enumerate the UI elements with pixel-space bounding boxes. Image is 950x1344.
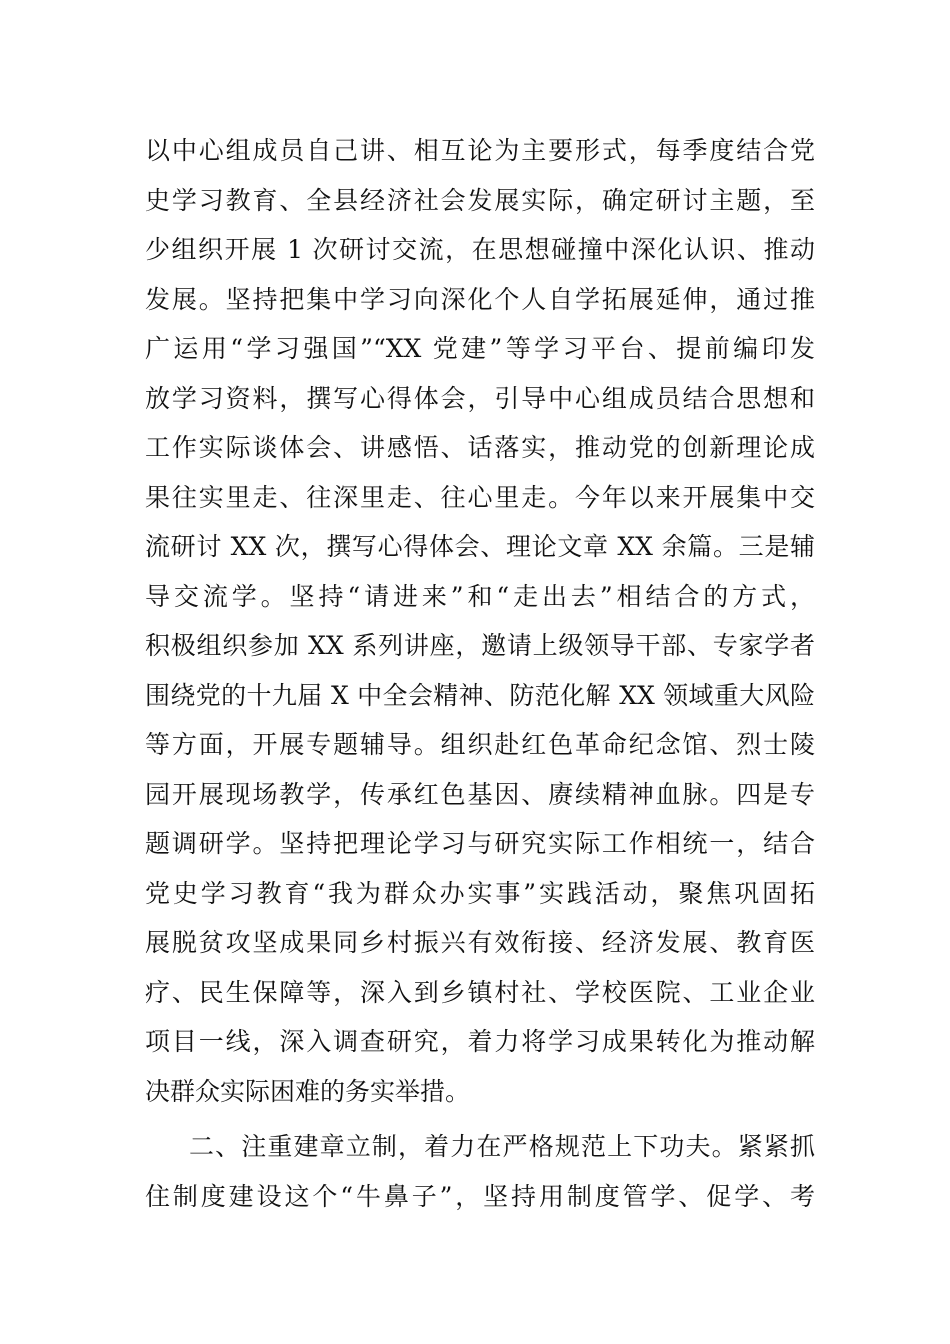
paragraph-line: 项目一线，深入调查研究，着力将学习成果转化为推动解: [145, 1027, 815, 1056]
paragraph-line: 二、注重建章立制，着力在严格规范上下功夫。紧紧抓: [189, 1132, 815, 1161]
paragraph-line: 等方面，开展专题辅导。组织赴红色革命纪念馆、烈士陵: [145, 730, 815, 759]
paragraph-line: 疗、民生保障等，深入到乡镇村社、学校医院、工业企业: [145, 977, 815, 1007]
document-body: [145, 126, 815, 1221]
paragraph-line: 果往实里走、往深里走、往心里走。今年以来开展集中交: [145, 482, 815, 512]
paragraph-2: [145, 1122, 815, 1221]
paragraph-line: 广运用“学习强国”“XX 党建”等学习平台、提前编印发: [145, 334, 815, 363]
paragraph-line: 导交流学。坚持“请进来”和“走出去”相结合的方式，: [145, 581, 815, 611]
paragraph-line: 发展。坚持把集中学习向深化个人自学拓展延伸，通过推: [145, 284, 815, 314]
paragraph-line: 积极组织参加 XX 系列讲座，邀请上级领导干部、专家学者: [145, 631, 815, 660]
paragraph-line: 少组织开展 1 次研讨交流，在思想碰撞中深化认识、推动: [145, 235, 815, 264]
paragraph-line: 史学习教育、全县经济社会发展实际，确定研讨主题，至: [145, 185, 815, 215]
paragraph-line: 以中心组成员自己讲、相互论为主要形式，每季度结合党: [145, 136, 815, 165]
paragraph-line: 放学习资料，撰写心得体会，引导中心组成员结合思想和: [145, 383, 815, 413]
paragraph-line: 展脱贫攻坚成果同乡村振兴有效衔接、经济发展、教育医: [145, 928, 815, 957]
paragraph-line: 党史学习教育“我为群众办实事”实践活动，聚焦巩固拓: [145, 878, 815, 908]
paragraph-line: 工作实际谈体会、讲感悟、话落实，推动党的创新理论成: [145, 433, 815, 462]
paragraph-line: 流研讨 XX 次，撰写心得体会、理论文章 XX 余篇。三是辅: [145, 532, 815, 561]
paragraph-line: 题调研学。坚持把理论学习与研究实际工作相统一，结合: [145, 829, 815, 858]
paragraph-line: 决群众实际困难的务实举措。: [145, 1076, 471, 1106]
paragraph-line: 围绕党的十九届 X 中全会精神、防范化解 XX 领域重大风险: [145, 680, 815, 710]
paragraph-line: 园开展现场教学，传承红色基因、赓续精神血脉。四是专: [145, 779, 815, 809]
paragraph-line: 住制度建设这个“牛鼻子”，坚持用制度管学、促学、考: [145, 1181, 815, 1211]
paragraph-1: [145, 126, 815, 1116]
